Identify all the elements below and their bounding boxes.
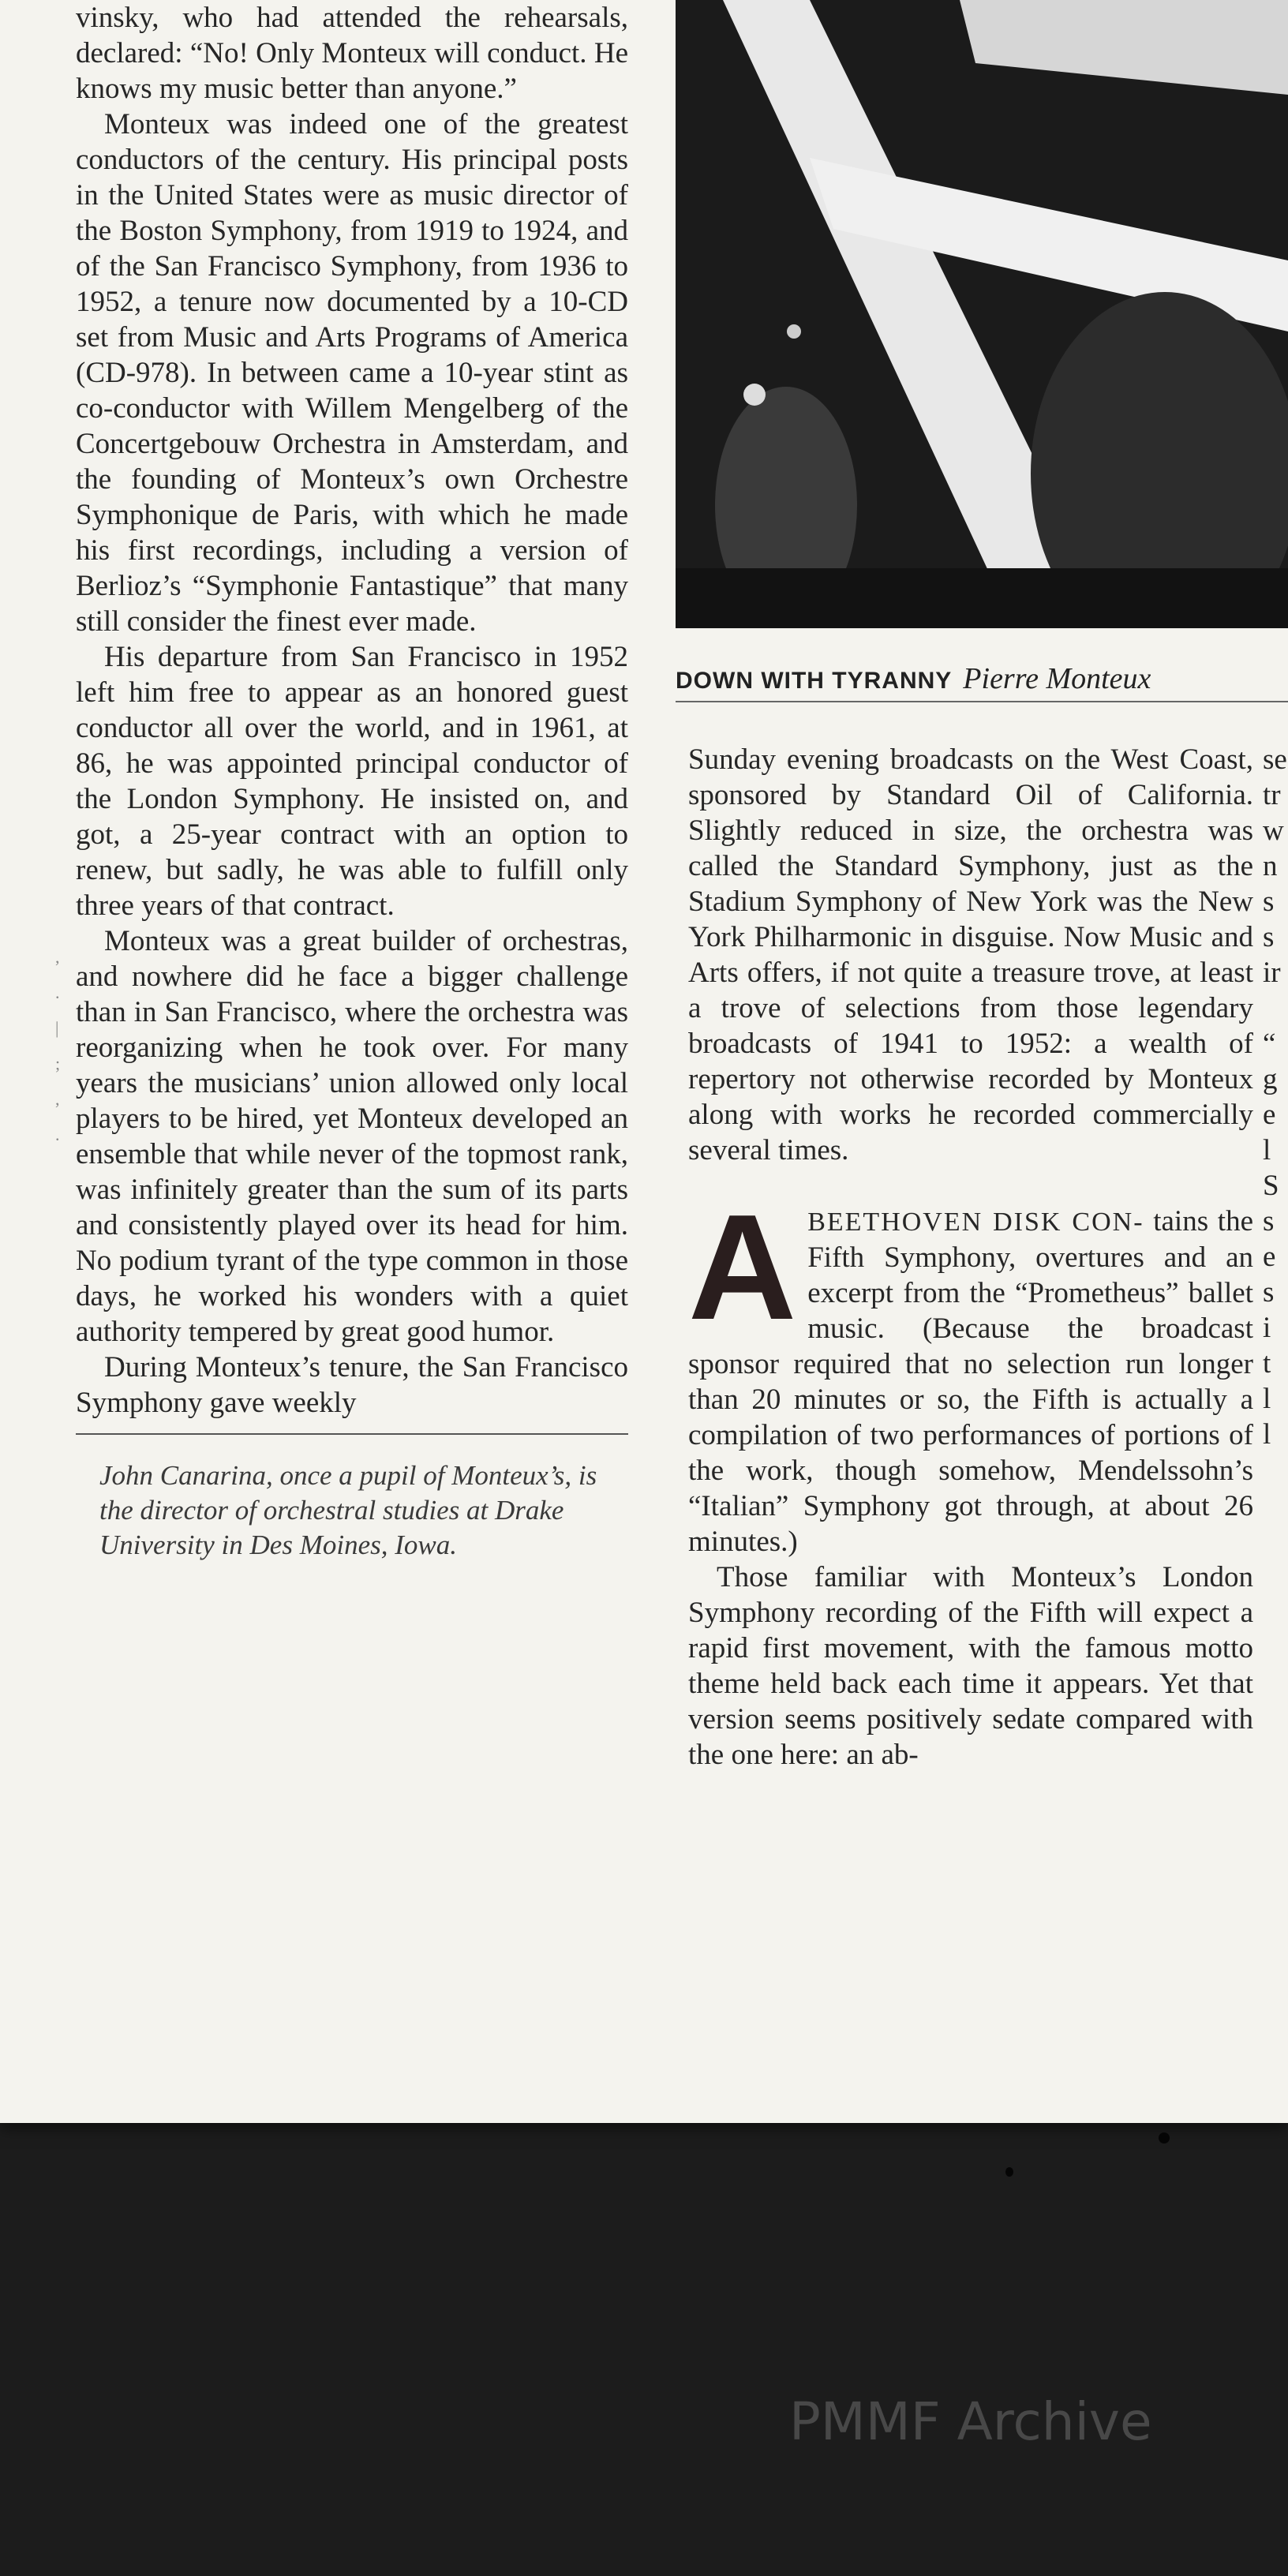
article-column-right-cropped — [1263, 742, 1288, 1452]
caption-headline: DOWN WITH TYRANNY — [676, 668, 953, 694]
fragment: tr — [1263, 779, 1281, 811]
paragraph-builder-of-orchestras: Monteux was a great builder of orchestras, and nowhere did he face a bigger challenge than in San Francisco, where the orchestra was reorganizing when he took over. For many years the musicians’ union allowed only local players to be hired, yet Monteux developed an ensemble that while never of the topmost rank, was infinitely greater than the sum of its parts and consistently played over its head for him. No podium tyrant of the type common in those days, he worked his wonders with a quiet authority tempered by great good humor. — [76, 925, 628, 1348]
paragraph-broadcasts: Sunday evening broadcasts on the West Coast, sponsored by Standard Oil of California. Slightly reduced in size, the orchestra was called the Standard Symphony, just as the Stadium Symphony of New York was the New York Philharmonic in disguise. Now Music and Arts offers, if not quite a treasure trove, at least a trove of selections from those legendary broadcasts of 1941 to 1952: a wealth of repertory not otherwise recorded by Monteux along with works he recorded commercially several times. — [688, 743, 1253, 1166]
lead-in-caps: BEETHOVEN DISK CON- — [807, 1208, 1144, 1237]
bio-divider — [76, 1433, 628, 1435]
fragment: se — [1263, 743, 1287, 776]
fragment: s — [1263, 1205, 1275, 1237]
fragment: ir — [1263, 957, 1281, 989]
fragment: “ — [1263, 1028, 1276, 1060]
drop-cap: A — [688, 1184, 797, 1351]
author-bio: John Canarina, once a pupil of Monteux’s, is the director of orchestral studies at Drake University in Des Moines, Iowa. — [99, 1460, 597, 1560]
fragment: s — [1263, 921, 1275, 953]
fragment: t — [1263, 1347, 1271, 1380]
fragment: l — [1263, 1418, 1271, 1451]
fragment: s — [1263, 886, 1275, 918]
photo-pierre-monteux — [676, 0, 1288, 628]
fragment: i — [1263, 1312, 1271, 1344]
fragment: w — [1263, 814, 1284, 847]
fragment: S — [1263, 1170, 1279, 1202]
fragment: n — [1263, 850, 1278, 882]
photo-caption — [676, 661, 1288, 699]
caption-rule — [676, 701, 1288, 702]
dust-speck — [1005, 2167, 1013, 2177]
dust-speck — [1159, 2132, 1170, 2144]
paragraph-london-symphony: Those familiar with Monteux’s London Symphony recording of the Fifth will expect a rapid first movement, with the famous motto theme held back each time it appears. Yet that version seems positively sedate compared with the one here: an ab- — [688, 1561, 1253, 1771]
paragraph-tenure: During Monteux’s tenure, the San Francisco Symphony gave weekly — [76, 1351, 628, 1419]
fragment: l — [1263, 1134, 1271, 1166]
fragment: g — [1263, 1063, 1278, 1095]
article-column-left — [76, 0, 628, 1563]
fragment: e — [1263, 1099, 1276, 1131]
paragraph-greatest-conductors: Monteux was indeed one of the greatest conductors of the century. His principal posts in the United States were as music director of the Boston Symphony, from 1919 to 1924, and of the San Francisco Symphony, from 1936 to 1952, a tenure now documented by a 10-CD set from Music and Arts Programs of America (CD-978). In between came a 10-year stint as co-conductor with Willem Mengelberg of the Concertgebouw Orchestra in Amsterdam, and the founding of Monteux’s own Orchestre Symphonique de Paris, with which he made his first recordings, including a version of Berlioz’s “Symphonie Fantastique” that many still consider the finest ever made. — [76, 108, 628, 638]
paragraph-departure: His departure from San Francisco in 1952 left him free to appear as an honored guest conductor all over the world, and in 1961, at 86, he was appointed principal conductor of the London Symphony. He insisted on, and got, a 25-year contract with an option to renew, but sadly, he was able to fulfill only three years of that contract. — [76, 641, 628, 922]
article-column-middle — [688, 742, 1253, 1773]
paragraph-beethoven-disk — [688, 1184, 1253, 1559]
fragment: s — [1263, 1276, 1275, 1309]
margin-marks: , . | ; , . — [55, 947, 61, 1144]
caption-text: Pierre Monteux — [963, 662, 1151, 695]
photo-graphic — [676, 0, 1288, 628]
fragment: l — [1263, 1383, 1271, 1415]
watermark: PMMF Archive — [789, 2391, 1152, 2452]
paragraph-beethoven-text: tains the Fifth Symphony, overtures and an excerpt from the “Prometheus” ballet music. (Because the broadcast sponsor required that no selection run longer than 20 minutes or so, the Fifth is actually a compilation of two performances of portions of the work, though somehow, Mendelssohn’s “Italian” Symphony got through, at about 26 minutes.) — [688, 1205, 1253, 1558]
fragment: e — [1263, 1241, 1276, 1273]
fragment — [1263, 990, 1288, 1026]
paragraph-stravinsky-quote: vinsky, who had attended the rehearsals, declared: “No! Only Monteux will conduct. He knows my music better than anyone.” — [76, 2, 628, 105]
